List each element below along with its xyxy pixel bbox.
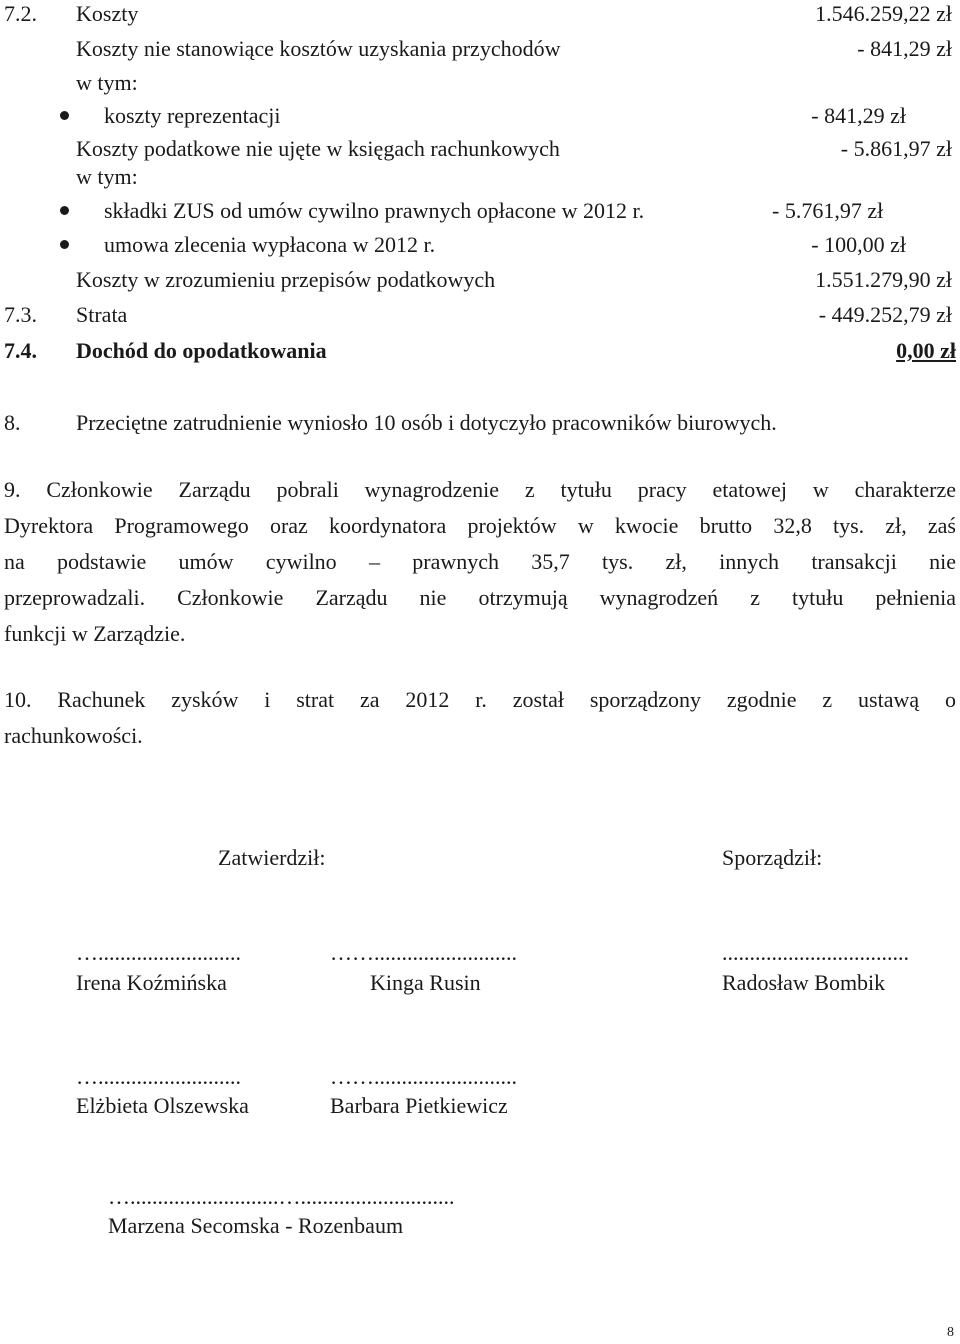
paragraph-line: przeprowadzali. Członkowie Zarządu nie otrzymują wynagrodzeń z tytułu pełnienia [4, 585, 956, 610]
board-pay-paragraph [4, 472, 956, 652]
signature-line: ….......................... [76, 940, 241, 965]
zus-value: - 5.761,97 zł [772, 198, 884, 223]
signature-line: ….......................... [76, 1064, 241, 1089]
section-label: Koszty [76, 1, 139, 26]
signatory-name: Irena Koźmińska [76, 970, 227, 995]
section-number: 7.3. [4, 302, 37, 327]
taxable-income-label: Dochód do opodatkowania [76, 338, 327, 363]
signature-line: …….......................... [330, 940, 517, 965]
signatory-name: Barbara Pietkiewicz [330, 1093, 508, 1118]
approved-by-label: Zatwierdził: [218, 845, 326, 870]
bullet-icon [60, 206, 69, 215]
paragraph-line: na podstawie umów cywilno – prawnych 35,7 tys. zł, innych transakcji nie [4, 549, 956, 574]
employment-text: Przeciętne zatrudnienie wyniosło 10 osób i dotyczyło pracowników biurowych. [76, 410, 777, 435]
report-paragraph [4, 682, 956, 754]
paragraph-line: 10. Rachunek zysków i strat za 2012 r. został sporządzony zgodnie z ustawą o [4, 687, 956, 712]
bullet-icon [60, 111, 69, 120]
taxable-income-value: 0,00 zł [896, 338, 956, 363]
tax-costs-value: 1.551.279,90 zł [815, 267, 952, 292]
tax-costs-label: Koszty w zrozumieniu przepisów podatkowych [76, 267, 496, 292]
paragraph-line: 9. Członkowie Zarządu pobrali wynagrodzenie z tytułu pracy etatowej w charakterze [4, 477, 956, 502]
page-number: 8 [947, 1325, 954, 1340]
section-number: 8. [4, 410, 21, 435]
costs-total-value: 1.546.259,22 zł [815, 1, 952, 26]
representation-value: - 841,29 zł [811, 103, 906, 128]
section-number: 7.2. [4, 1, 37, 26]
tax-costs-not-booked-value: - 5.861,97 zł [840, 136, 952, 161]
in-which-label: w tym: [76, 70, 138, 95]
loss-value: - 449.252,79 zł [818, 302, 952, 327]
prepared-by-label: Sporządził: [722, 845, 823, 870]
non-deductible-label: Koszty nie stanowiące kosztów uzyskania przychodów [76, 36, 561, 61]
signature-line: …….......................... [330, 1064, 517, 1089]
contract-label: umowa zlecenia wypłacona w 2012 r. [104, 232, 436, 257]
paragraph-line: Dyrektora Programowego oraz koordynatora projektów w kwocie brutto 32,8 tys. zł, zaś [4, 513, 956, 538]
paragraph-line: rachunkowości. [4, 723, 143, 748]
signatory-name: Radosław Bombik [722, 970, 886, 995]
loss-label: Strata [76, 302, 128, 327]
non-deductible-value: - 841,29 zł [857, 36, 952, 61]
paragraph-line: funkcji w Zarządzie. [4, 621, 186, 646]
signatory-name: Marzena Secomska - Rozenbaum [108, 1213, 404, 1238]
section-number: 7.4. [4, 338, 37, 363]
tax-costs-not-booked-label: Koszty podatkowe nie ujęte w księgach rachunkowych [76, 136, 560, 161]
representation-label: koszty reprezentacji [104, 103, 281, 128]
bullet-icon [60, 240, 69, 249]
in-which-label: w tym: [76, 164, 138, 189]
signatory-name: Elżbieta Olszewska [76, 1093, 249, 1118]
signature-line: …...........................…............................ [108, 1184, 455, 1209]
contract-value: - 100,00 zł [811, 232, 906, 257]
zus-label: składki ZUS od umów cywilno prawnych opłacone w 2012 r. [104, 198, 645, 223]
signatory-name: Kinga Rusin [370, 970, 481, 995]
signature-line: .................................. [722, 940, 909, 965]
